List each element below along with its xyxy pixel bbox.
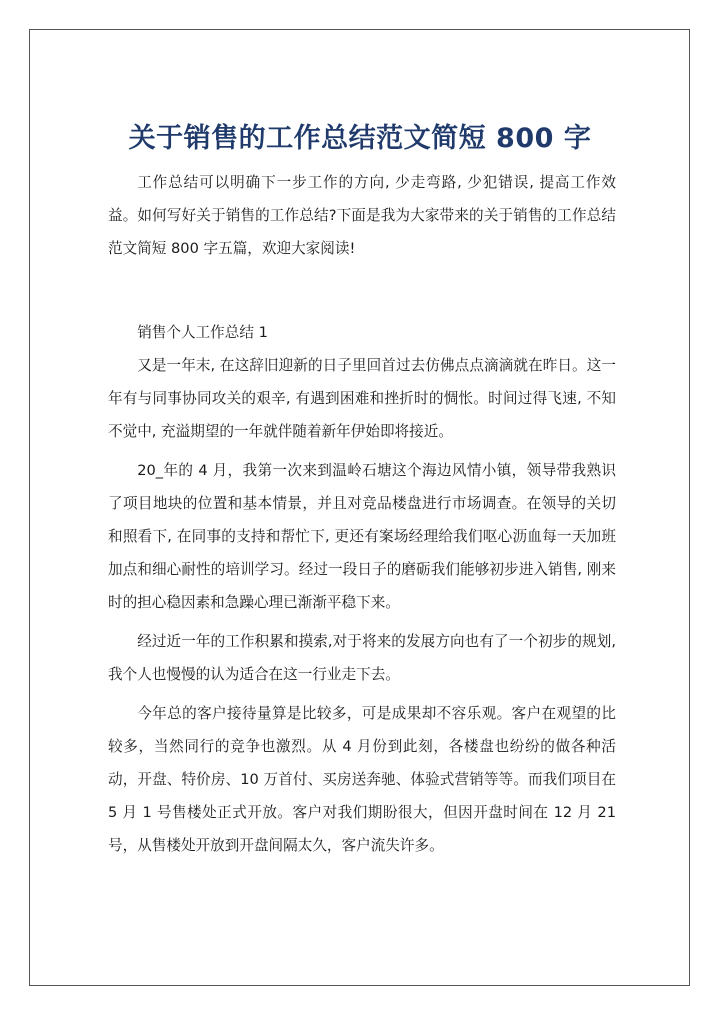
body-paragraph: 今年总的客户接待量算是比较多，可是成果却不容乐观。客户在观望的比较多，当然同行的竞争也激烈。从 4 月份到此刻，各楼盘也纷纷的做各种活动，开盘、特价房、10 万首付、买房送奔驰、体验式营销等等。而我们项目在 5 月 1 号售楼处正式开放。客户对我们期盼很大，但因开盘时间在 12 月 21 号，从售楼处开放到开盘间隔太久，客户流失许多。 bbox=[108, 705, 616, 854]
document-body bbox=[108, 166, 616, 868]
body-paragraph: 20_年的 4 月，我第一次来到温岭石塘这个海边风情小镇，领导带我熟识了项目地块的位置和基本情景，并且对竞品楼盘进行市场调查。在领导的关切和照看下, 在同事的支持和帮忙下, 更还有案场经理给我们呕心沥血每一天加班加点和细心耐性的培训学习。经过一段日子的磨砺我们能够初步进入销售, 刚来时的担心稳因素和急躁心理已渐渐平稳下来。 bbox=[108, 462, 616, 611]
body-paragraph: 又是一年末, 在这辞旧迎新的日子里回首过去仿佛点点滴滴就在昨日。这一年有与同事协同攻关的艰辛, 有遇到困难和挫折时的惆怅。时间过得飞速, 不知不觉中, 充溢期望的一年就伴随着新年伊始即将接近。 bbox=[108, 357, 616, 440]
intro-paragraph: 工作总结可以明确下一步工作的方向, 少走弯路, 少犯错误, 提高工作效益。如何写好关于销售的工作总结?下面是我为大家带来的关于销售的工作总结范文简短 800 字五篇，欢迎大家阅读! bbox=[108, 174, 616, 257]
section-heading: 销售个人工作总结 1 bbox=[137, 324, 268, 341]
body-paragraph: 经过近一年的工作积累和摸索,对于将来的发展方向也有了一个初步的规划,我个人也慢慢的认为适合在这一行业走下去。 bbox=[108, 633, 616, 683]
document-title: 关于销售的工作总结范文简短 800 字 bbox=[128, 123, 592, 155]
